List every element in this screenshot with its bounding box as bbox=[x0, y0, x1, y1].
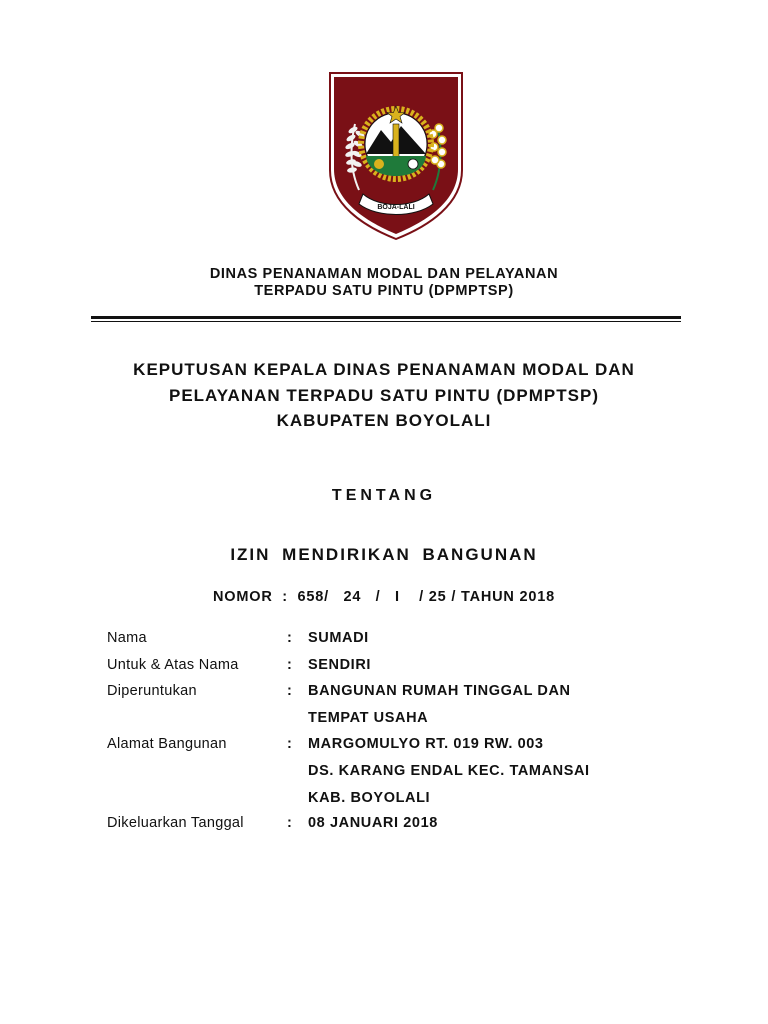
leaf-left-icon bbox=[374, 159, 384, 169]
address-value-line-3: KAB. BOYOLALI bbox=[308, 790, 431, 806]
decree-title bbox=[0, 357, 768, 434]
issued-value: 08 JANUARI 2018 bbox=[308, 815, 438, 831]
name-label: Nama bbox=[107, 630, 147, 646]
purpose-value-line-2: TEMPAT USAHA bbox=[308, 710, 429, 726]
decree-title-line-1: KEPUTUSAN KEPALA DINAS PENANAMAN MODAL DAN bbox=[133, 360, 635, 379]
issued-colon: : bbox=[287, 815, 293, 831]
agency-header bbox=[0, 266, 768, 300]
address-value-line-1: MARGOMULYO RT. 019 RW. 003 bbox=[308, 736, 544, 752]
address-value-line-2: DS. KARANG ENDAL KEC. TAMANSAI bbox=[308, 763, 590, 779]
issued-label: Dikeluarkan Tanggal bbox=[107, 815, 244, 831]
purpose-value-line-1: BANGUNAN RUMAH TINGGAL DAN bbox=[308, 683, 571, 699]
name-value: SUMADI bbox=[308, 630, 369, 646]
ox-head-icon bbox=[408, 159, 418, 169]
decree-number: NOMOR : 658/ 24 / I / 25 / TAHUN 2018 bbox=[213, 589, 555, 605]
address-colon: : bbox=[287, 736, 293, 752]
agency-line-2: TERPADU SATU PINTU (DPMPTSP) bbox=[254, 283, 514, 299]
behalf-value: SENDIRI bbox=[308, 657, 372, 673]
monument-icon bbox=[393, 124, 399, 160]
decree-title-line-2: PELAYANAN TERPADU SATU PINTU (DPMPTSP) bbox=[169, 385, 599, 405]
purpose-colon: : bbox=[287, 683, 293, 699]
motto-text: BOJA-LALI bbox=[377, 204, 415, 211]
agency-line-1: DINAS PENANAMAN MODAL DAN PELAYANAN bbox=[209, 266, 559, 282]
behalf-label: Untuk & Atas Nama bbox=[107, 657, 239, 673]
boyolali-regency-emblem bbox=[329, 72, 463, 240]
header-rule-thick bbox=[91, 316, 681, 319]
decree-title-line-3: KABUPATEN BOYOLALI bbox=[276, 411, 492, 430]
header-rule-thin bbox=[91, 321, 681, 322]
purpose-label: Diperuntukan bbox=[107, 683, 197, 699]
permit-title: IZIN MENDIRIKAN BANGUNAN bbox=[230, 545, 538, 564]
address-label: Alamat Bangunan bbox=[107, 736, 227, 752]
name-colon: : bbox=[287, 630, 293, 646]
behalf-colon: : bbox=[287, 657, 293, 673]
about-heading: TENTANG bbox=[331, 487, 437, 504]
